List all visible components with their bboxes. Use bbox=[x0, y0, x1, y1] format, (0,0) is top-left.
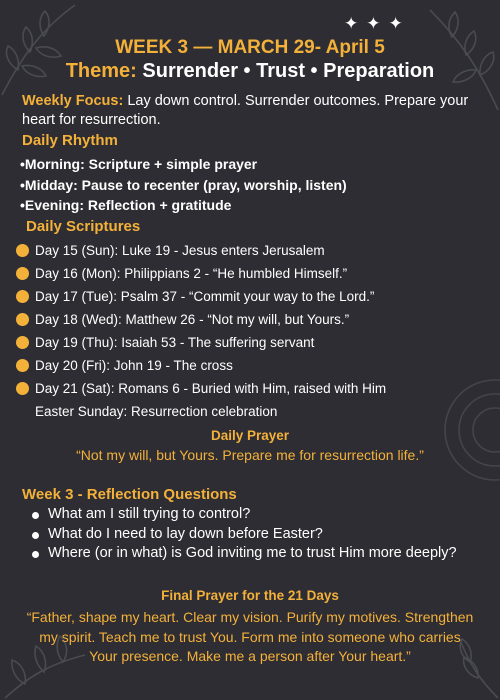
theme-label: Theme: bbox=[65, 60, 137, 82]
scripture-text: Day 21 (Sat): Romans 6 - Buried with Him, raised with Him bbox=[35, 381, 387, 396]
scripture-item bbox=[16, 354, 386, 377]
spacer bbox=[16, 405, 29, 418]
page-title: WEEK 3 — MARCH 29- April 5 bbox=[115, 37, 385, 58]
header bbox=[0, 36, 500, 84]
weekly-focus bbox=[22, 92, 482, 130]
scripture-item bbox=[16, 331, 386, 354]
bullet-dot-icon bbox=[16, 313, 29, 326]
daily-scriptures-heading: Daily Scriptures bbox=[26, 218, 141, 235]
theme-value: Surrender • Trust • Preparation bbox=[142, 60, 435, 82]
bullet-dot-icon bbox=[16, 244, 29, 257]
daily-rhythm-list bbox=[20, 154, 347, 216]
scripture-text: Day 16 (Mon): Philippians 2 - “He humbled Himself.” bbox=[35, 266, 348, 281]
reflection-heading: Week 3 - Reflection Questions bbox=[22, 486, 237, 503]
scripture-text: Easter Sunday: Resurrection celebration bbox=[35, 404, 278, 419]
daily-rhythm-heading: Daily Rhythm bbox=[22, 132, 118, 149]
rhythm-item: •Midday: Pause to recenter (pray, worship, listen) bbox=[20, 176, 347, 193]
daily-prayer-heading: Daily Prayer bbox=[210, 428, 290, 443]
theme-line bbox=[0, 59, 500, 84]
weekly-focus-label: Weekly Focus: bbox=[22, 93, 124, 109]
scripture-item bbox=[16, 262, 386, 285]
daily-prayer-text: “Not my will, but Yours. Prepare me for resurrection life.” bbox=[76, 447, 424, 463]
bullet-dot-icon bbox=[16, 382, 29, 395]
rhythm-item: •Morning: Scripture + simple prayer bbox=[20, 156, 258, 172]
scripture-item bbox=[16, 377, 386, 400]
daily-scriptures-list bbox=[16, 239, 386, 423]
reflection-question: Where (or in what) is God inviting me to trust Him more deeply? bbox=[30, 544, 470, 564]
final-prayer-text: “Father, shape my heart. Clear my vision. Purify my motives. Strengthen my spirit. Teach me to trust You. Form me into someone who carries Your presence. Make me a person after Your heart.” bbox=[26, 609, 474, 664]
scripture-item bbox=[16, 400, 386, 423]
bullet-dot-icon bbox=[16, 267, 29, 280]
final-prayer-heading: Final Prayer for the 21 Days bbox=[161, 588, 339, 603]
bullet-dot-icon bbox=[16, 336, 29, 349]
reflection-question: What do I need to lay down before Easter? bbox=[30, 525, 470, 545]
weekly-focus-text: Lay down control. Surrender outcomes. Prepare your heart for resurrection. bbox=[22, 93, 469, 128]
reflection-list bbox=[30, 505, 470, 564]
rhythm-item: •Evening: Reflection + gratitude bbox=[20, 197, 232, 213]
scripture-text: Day 15 (Sun): Luke 19 - Jesus enters Jerusalem bbox=[35, 243, 325, 258]
bullet-dot-icon bbox=[16, 290, 29, 303]
scripture-text: Day 19 (Thu): Isaiah 53 - The suffering servant bbox=[35, 335, 315, 350]
scripture-text: Day 20 (Fri): John 19 - The cross bbox=[35, 358, 233, 373]
sparkle-icon: ✦✦✦ bbox=[344, 14, 411, 33]
scripture-item bbox=[16, 285, 386, 308]
reflection-question: What am I still trying to control? bbox=[30, 505, 470, 525]
scripture-item bbox=[16, 308, 386, 331]
scripture-text: Day 17 (Tue): Psalm 37 - “Commit your way to the Lord.” bbox=[35, 289, 375, 304]
scripture-text: Day 18 (Wed): Matthew 26 - “Not my will, but Yours.” bbox=[35, 312, 350, 327]
scripture-item bbox=[16, 239, 386, 262]
bullet-dot-icon bbox=[16, 359, 29, 372]
